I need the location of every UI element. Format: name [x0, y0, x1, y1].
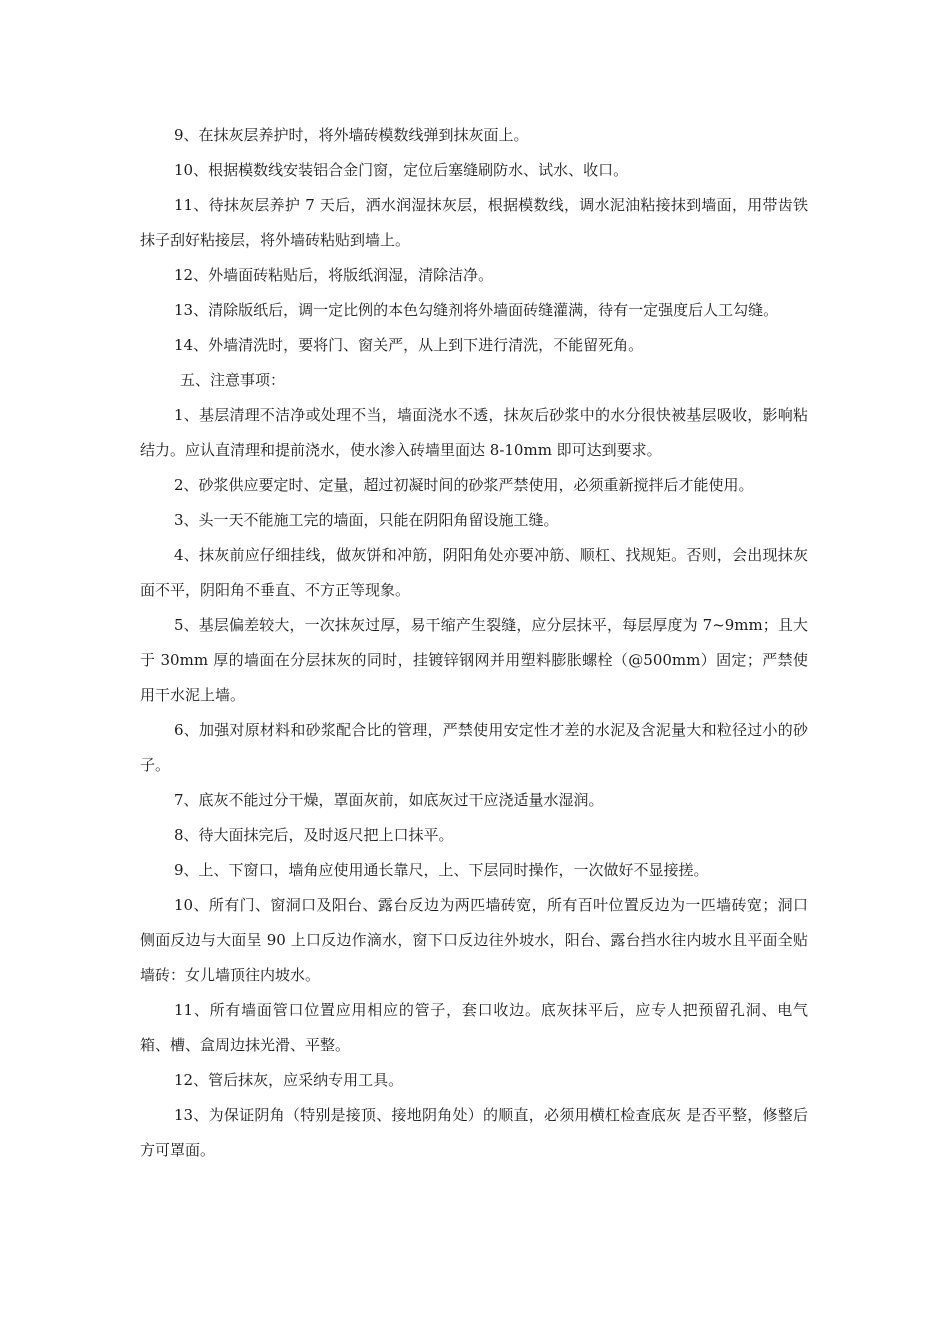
paragraph-step-12: 12、外墙面砖粘贴后，将版纸润湿，清除洁净。 [174, 266, 494, 284]
paragraph-note-4: 4、抹灰前应仔细挂线，做灰饼和冲筋，阴阳角处亦要冲筋、顺杠、找规矩。否则，会出现抹灰面不平，阴阳角不垂直、不方正等现象。 [140, 546, 808, 599]
paragraph-note-7: 7、底灰不能过分干燥，罩面灰前，如底灰过干应浇适量水湿润。 [174, 791, 604, 809]
paragraph-step-14: 14、外墙清洗时，要将门、窗关严，从上到下进行清洗，不能留死角。 [174, 336, 644, 354]
paragraph-note-3: 3、头一天不能施工完的墙面，只能在阴阳角留设施工缝。 [174, 511, 559, 529]
paragraph-step-13: 13、清除版纸后，调一定比例的本色勾缝剂将外墙面砖缝灌满，待有一定强度后人工勾缝。 [174, 301, 779, 319]
paragraph-note-6: 6、加强对原材料和砂浆配合比的管理，严禁使用安定性才差的水泥及含泥量大和粒径过小的砂子。 [140, 721, 808, 774]
paragraph-note-8: 8、待大面抹完后，及时返尺把上口抹平。 [174, 826, 454, 844]
paragraph-note-9: 9、上、下窗口，墙角应使用通长靠尺，上、下层同时操作，一次做好不显接搓。 [174, 861, 709, 879]
paragraph-step-11: 11、待抹灰层养护 7 天后，洒水润湿抹灰层，根据模数线，调水泥油粘接抹到墙面，用带齿铁抹子刮好粘接层，将外墙砖粘贴到墙上。 [140, 196, 808, 249]
document-body [140, 118, 808, 1168]
paragraph-note-10: 10、所有门、窗洞口及阳台、露台反边为两匹墙砖宽，所有百叶位置反边为一匹墙砖宽；洞口侧面反边与大面呈 90 上口反边作滴水，窗下口反边往外坡水，阳台、露台挡水往内坡水且平面全贴墙砖：女儿墙顶往内坡水。 [140, 896, 808, 984]
paragraph-note-11: 11、所有墙面管口位置应用相应的管子，套口收边。底灰抹平后，应专人把预留孔洞、电气箱、槽、盒周边抹光滑、平整。 [140, 1001, 808, 1054]
paragraph-step-10: 10、根据模数线安装铝合金门窗，定位后塞缝刷防水、试水、收口。 [174, 161, 629, 179]
paragraph-step-9: 9、在抹灰层养护时，将外墙砖模数线弹到抹灰面上。 [174, 126, 529, 144]
paragraph-note-13: 13、为保证阴角（特别是接顶、接地阴角处）的顺直，必须用横杠检查底灰 是否平整，修整后方可罩面。 [140, 1106, 808, 1159]
paragraph-note-1: 1、基层清理不洁净或处理不当，墙面浇水不透，抹灰后砂浆中的水分很快被基层吸收，影响粘结力。应认直清理和提前浇水，使水渗入砖墙里面达 8-10mm 即可达到要求。 [140, 406, 808, 459]
section-heading-notes: 五、注意事项： [180, 371, 286, 389]
paragraph-note-5: 5、基层偏差较大，一次抹灰过厚，易干缩产生裂缝，应分层抹平，每层厚度为 7~9mm；且大于 30mm 厚的墙面在分层抹灰的同时，挂镀锌钢网并用塑料膨胀螺栓（@500mm）固定；严禁使用干水泥上墙。 [140, 616, 808, 704]
paragraph-note-12: 12、管后抹灰，应采纳专用工具。 [174, 1071, 404, 1089]
paragraph-note-2: 2、砂浆供应要定时、定量，超过初凝时间的砂浆严禁使用，必须重新搅拌后才能使用。 [174, 476, 754, 494]
